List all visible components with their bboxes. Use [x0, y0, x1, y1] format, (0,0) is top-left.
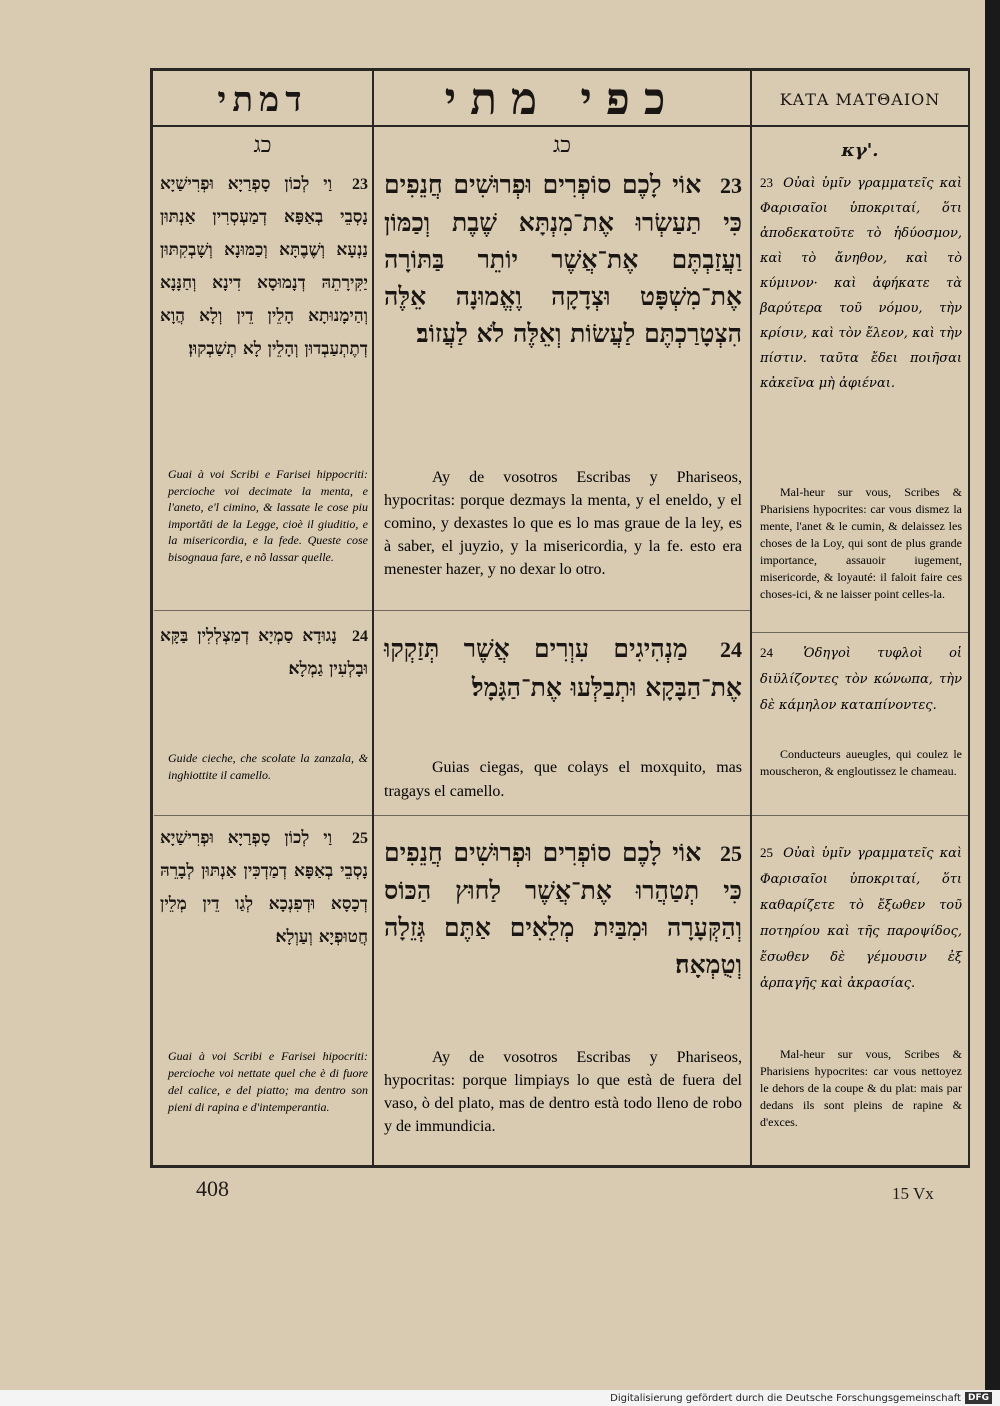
verse-24-french: [760, 746, 962, 780]
separator-rule: [154, 815, 372, 816]
verse-number: 24: [719, 637, 742, 662]
verse-23-italian: [168, 466, 368, 565]
aramaic-text: נָגוּדָא סַמְיָא דְמַצְלְלִין בַּקָּא וּבָלְעִין גַמְלָא׃: [160, 626, 368, 679]
frame-right-rule: [968, 68, 970, 1168]
separator-rule: [374, 815, 750, 816]
french-text: Mal-heur sur vous, Scribes & Pharisiens hypocrites: car vous nettoyez le dehors de la coupe & du plat: mais par dedans ils sont pleins de rapine & d'exces.: [760, 1047, 962, 1129]
chapter-greek: κγ'.: [841, 140, 879, 161]
greek-text: Οὐαὶ ὑμῖν γραμματεῖς καὶ Φαρισαῖοι ὑποκριταί, ὅτι καθαρίζετε τὸ ἔξωθεν τοῦ ποτηρίου καὶ τῆς παροψίδος, ἔσωθεν δὲ γέμουσιν ἐξ ἁρπαγῆς καὶ ἀκρασίας.: [760, 846, 963, 991]
verse-24-hebrew: [384, 630, 742, 707]
credit-text: Digitalisierung gefördert durch die Deutsche Forschungsgemeinschaft: [610, 1392, 961, 1404]
spanish-text: Ay de vosotros Escribas y Phariseos, hypocritas: porque limpiays lo que està de fuera del vaso, ò del plato, mas de dentro està todo lleno de robo y de immundicia.: [384, 1049, 742, 1135]
verse-23-hebrew: [384, 166, 742, 352]
hebrew-text: אוֹי לָכֶם סוֹפְרִים וּפְרוּשִׁים חֲנֵפִים כִּי תְטַהֲרוּ אֶת־אֲשֶׁר לַחוּץ הַכּוֹס וְהַקְּעָרָה וּמִבַּיִת מְלֵאִים אַתֶּם גְּזֵלָה וְטֻמְאָה׃: [384, 838, 742, 979]
chapter-hebrew: כג: [552, 133, 571, 158]
italian-text: Guide cieche, che scolate la zanzala, & inghiottite il camello.: [168, 751, 368, 782]
verse-24-greek: [760, 640, 962, 719]
verse-24-italian: [168, 750, 368, 784]
signature-mark: 15 Vx: [892, 1184, 934, 1203]
verse-number: 25: [720, 841, 742, 866]
verse-25-italian: [168, 1048, 368, 1116]
greek-text: Ὁδηγοὶ τυφλοὶ οἱ διϋλίζοντες τὸν κώνωπα, τὴν δὲ κάμηλον καταπίνοντες.: [760, 646, 963, 713]
verse-25-french: [760, 1046, 962, 1131]
separator-rule: [154, 610, 372, 611]
verse-number: 25: [352, 830, 368, 847]
aramaic-text: וַי לְכוֹן סָפְרַיָא וּפְרִישַׁיָא נָסְבֵי בְאַפָּא דְמַעְסְרִין אַנְתּוּן נַנְעָא וְשֶׁבֶתָּא וְכַמּוּנָא וְשָׁבְקִתּוּן יַקִּירָתֵהּ דְנָמוּסָא דִינָא וְחַנָּנָא וְהַימָנוּתָא הָלֵין דֵין וְלָא הֲוָא דְתֶתְעַבְדוּן וְהָלֵין לָא תְשַׁבְקוּן׃: [160, 174, 368, 359]
column-rule-2: [750, 68, 752, 1168]
verse-24-spanish: [384, 756, 742, 804]
spanish-text: Guias ciegas, que colays el moxquito, mas tragays el camello.: [384, 759, 742, 800]
bottom-rule: [150, 1165, 970, 1168]
verse-25-aramaic: [160, 822, 368, 954]
hebrew-text: אוֹי לָכֶם סוֹפְרִים וּפְרוּשִׁים חֲנֵפִים כִּי תַעַשְׂרוּ אֶת־מִנְתָּא שֶׁבֶת וְכַמּוֹן וַעֲזַבְתֶּם אֶת־אֲשֶׁר יוֹתֵר בַּתּוֹרָה אֶת־מִשְׁפָּט וּצְדָקָה וֶאֱמוּנָה אֵלֶּה הִצְטָרַכְתֶּם לַעֲשׂוֹת וְאֵלֶּה לֹא לַעֲזוֹב׃: [384, 170, 742, 348]
spanish-text: Ay de vosotros Escribas y Phariseos, hypocritas: porque dezmays la menta, y el eneldo, y el comino, y dexastes lo que es lo mas graue de la ley, es à saber, el juyzio, y la misericordia, y la fe. esto era menester hazer, y no dexar lo otro.: [384, 469, 742, 578]
verse-23-french: [760, 484, 962, 603]
verse-24-aramaic: [160, 620, 368, 685]
header-rule: [150, 125, 970, 127]
verse-number: 23: [352, 176, 368, 193]
verse-number: 24: [352, 628, 368, 645]
separator-rule: [752, 632, 968, 633]
verse-number: 24: [760, 645, 773, 660]
italian-text: Guai à voi Scribi e Farisei hippocriti: percioche voi decimate la menta, e l'aneto, e'l cimino, & lassate le cose piu importăti de la Legge, cioè il giuditio, e la misericordia, e la fede. Queste cose bisognaua fare, e nõ lassar quelle.: [168, 467, 368, 564]
top-rule: [150, 68, 970, 71]
digitization-credit: [0, 1390, 1000, 1406]
french-text: Conducteurs aueugles, qui coulez le mouscheron, & engloutissez le chameau.: [760, 747, 962, 778]
verse-number: 23: [720, 173, 742, 198]
scan-edge: [985, 0, 1000, 1390]
separator-rule: [374, 610, 750, 611]
page-number: 408: [196, 1176, 229, 1201]
verse-number: 25: [760, 845, 773, 860]
verse-number: 23: [760, 175, 773, 190]
separator-rule: [752, 815, 968, 816]
chapter-aramaic: כג: [253, 133, 272, 158]
header-aramaic: דמתי: [217, 80, 308, 120]
column-rule-1: [372, 68, 374, 1168]
verse-23-spanish: [384, 466, 742, 581]
verse-25-spanish: [384, 1046, 742, 1138]
aramaic-text: וַי לְכוֹן סָפְרַיָא וּפְרִישַׁיָא נָסְבֵי בְאַפָּא דְמַדְכִּין אַנְתּוּן לְבָרֵהּ דְכָסָא וּדְפִנְכָא לְגַו דֵין מְלֵין חֲטוּפְיָא וְעַוְלָא׃: [160, 828, 368, 947]
header-greek: ΚΑΤΑ ΜΑΤΘΑΙΟΝ: [779, 90, 941, 109]
verse-25-greek: [760, 840, 962, 997]
dfg-logo: DFG: [965, 1392, 992, 1404]
hebrew-text: מַנְהִיגִים עִוְרִים אֲשֶׁר תְּזַקְקוּ אֶת־הַבָּקָא וּתְבַלְּעוּ אֶת־הַגָּמָל׃: [384, 634, 742, 702]
verse-25-hebrew: [384, 834, 742, 983]
greek-text: Οὐαὶ ὑμῖν γραμματεῖς καὶ Φαρισαῖοι ὑποκριταί, ὅτι ἀποδεκατοῦτε τὸ ἡδύοσμον, καὶ τὸ ἄνηθον, καὶ τὸ κύμινον· καὶ ἀφήκατε τὰ βαρύτερα τοῦ νόμου, τὴν κρίσιν, καὶ τὸν ἔλεον, καὶ τὴν πίστιν. ταῦτα ἔδει ποιῆσαι κἀκεῖνα μὴ ἀφιέναι.: [760, 176, 963, 391]
header-hebrew: כפי מתי: [444, 74, 680, 125]
italian-text: Guai à voi Scribi e Farisei hipocriti: percioche voi nettate quel che è di fuore del calice, e del piatto; ma dentro son pieni di rapina e d'intemperantia.: [168, 1049, 368, 1114]
verse-23-aramaic: [160, 168, 368, 366]
frame-left-rule: [150, 68, 153, 1168]
verse-23-greek: [760, 170, 962, 396]
french-text: Mal-heur sur vous, Scribes & Pharisiens hypocrites: car vous dismez la mente, l'anet & le cumin, & delaissez les choses de la Loy, qui sont de plus grande importance, assauoir iugement, misericorde, & loyauté: il faloit faire ces choses-ici, & ne laisser point celles-la.: [760, 485, 962, 601]
